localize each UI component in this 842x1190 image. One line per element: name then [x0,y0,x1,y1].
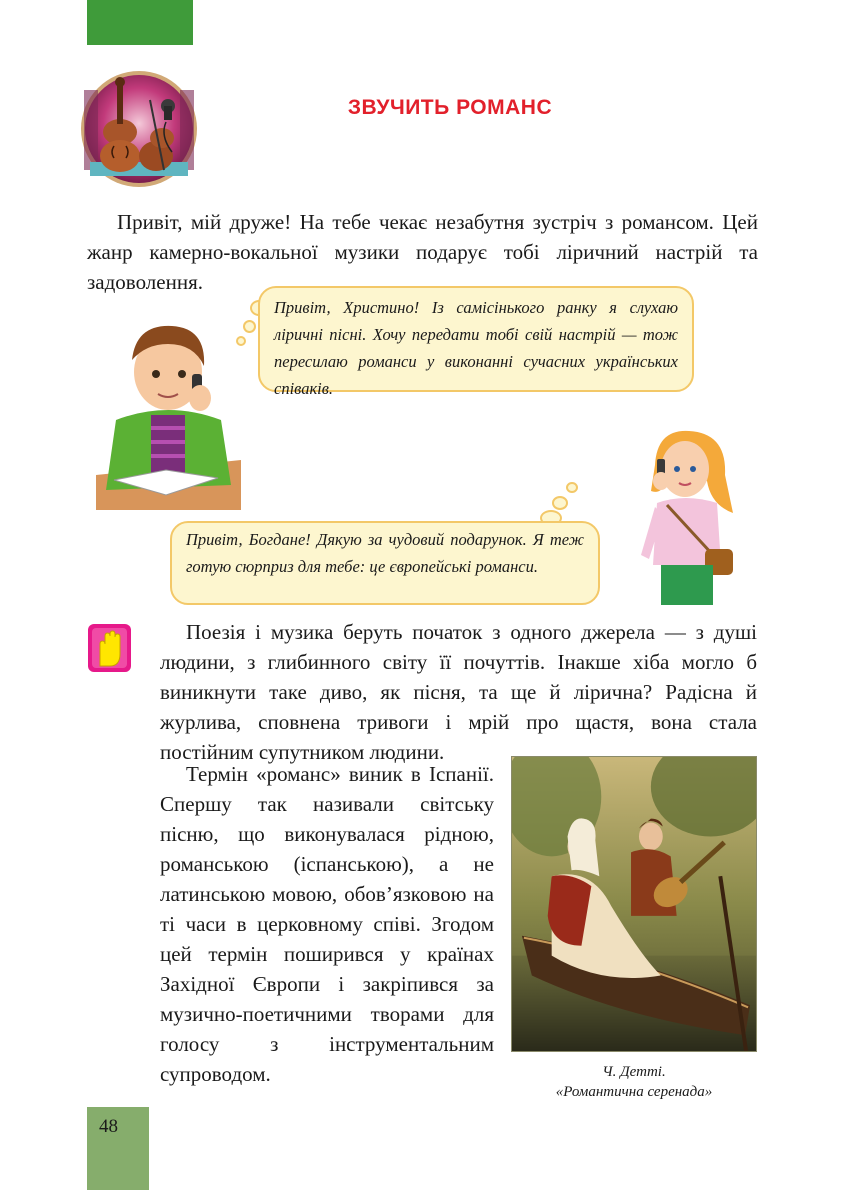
page-number: 48 [99,1116,118,1137]
thought-dot [566,482,578,493]
romance-term-paragraph: Термін «романс» виник в Іспанії. Спершу так називали світську пісню, що виконувалася рідною, романською (іспанською), а не латинською мовою, обов’язковою на ті часи в церковному співі. Згодом цей термін поширився у країнах Західної Європи і закріпився за музично-поетичними творами для голосу з інструментальним супроводом. [160,762,494,1086]
boy-speech-bubble [258,286,694,398]
boy-message: Привіт, Христино! Із самісінького ранку я слухаю ліричні пісні. Хочу передати тобі свій настрій — тож пересилаю романси у виконанні сучасних українських співаків. [274,298,678,398]
girl-message: Привіт, Богдане! Дякую за чудовий подарунок. Я теж готую сюрприз для тебе: це європейські романси. [186,530,584,576]
intro-paragraph: Привіт, мій друже! На тебе чекає незабутня зустріч з романсом. Цей жанр камерно-вокальної музики подарує тобі ліричний настрій та задоволення. [87,210,758,294]
poetry-paragraph: Поезія і музика беруть початок з одного джерела — з душі людини, з глибинного світу її почуттів. Інакше хіба могло б виникнути таке диво, як пісня, та ще й лірична? Радісна й журлива, сповнена тривоги і мрій про щастя, вона стала постійним супутником людини. [160,620,757,764]
girl-speech-bubble [170,521,600,605]
thought-dot [552,496,568,510]
boy-on-phone-illustration [96,310,241,510]
top-green-tab [87,0,193,45]
page-title: ЗВУЧИТЬ РОМАНС [347,96,553,119]
painting-author: Ч. Детті. [602,1064,666,1080]
violin-microphone-icon [80,70,198,188]
thought-dot [243,320,256,333]
girl-on-phone-illustration [627,425,743,605]
romantic-serenade-painting [511,756,757,1052]
hand-stop-icon [88,624,131,672]
painting-title: «Романтична серенада» [555,1084,713,1100]
painting-caption [511,1062,757,1102]
thought-dot [236,336,246,346]
page-number-tab [87,1107,149,1190]
